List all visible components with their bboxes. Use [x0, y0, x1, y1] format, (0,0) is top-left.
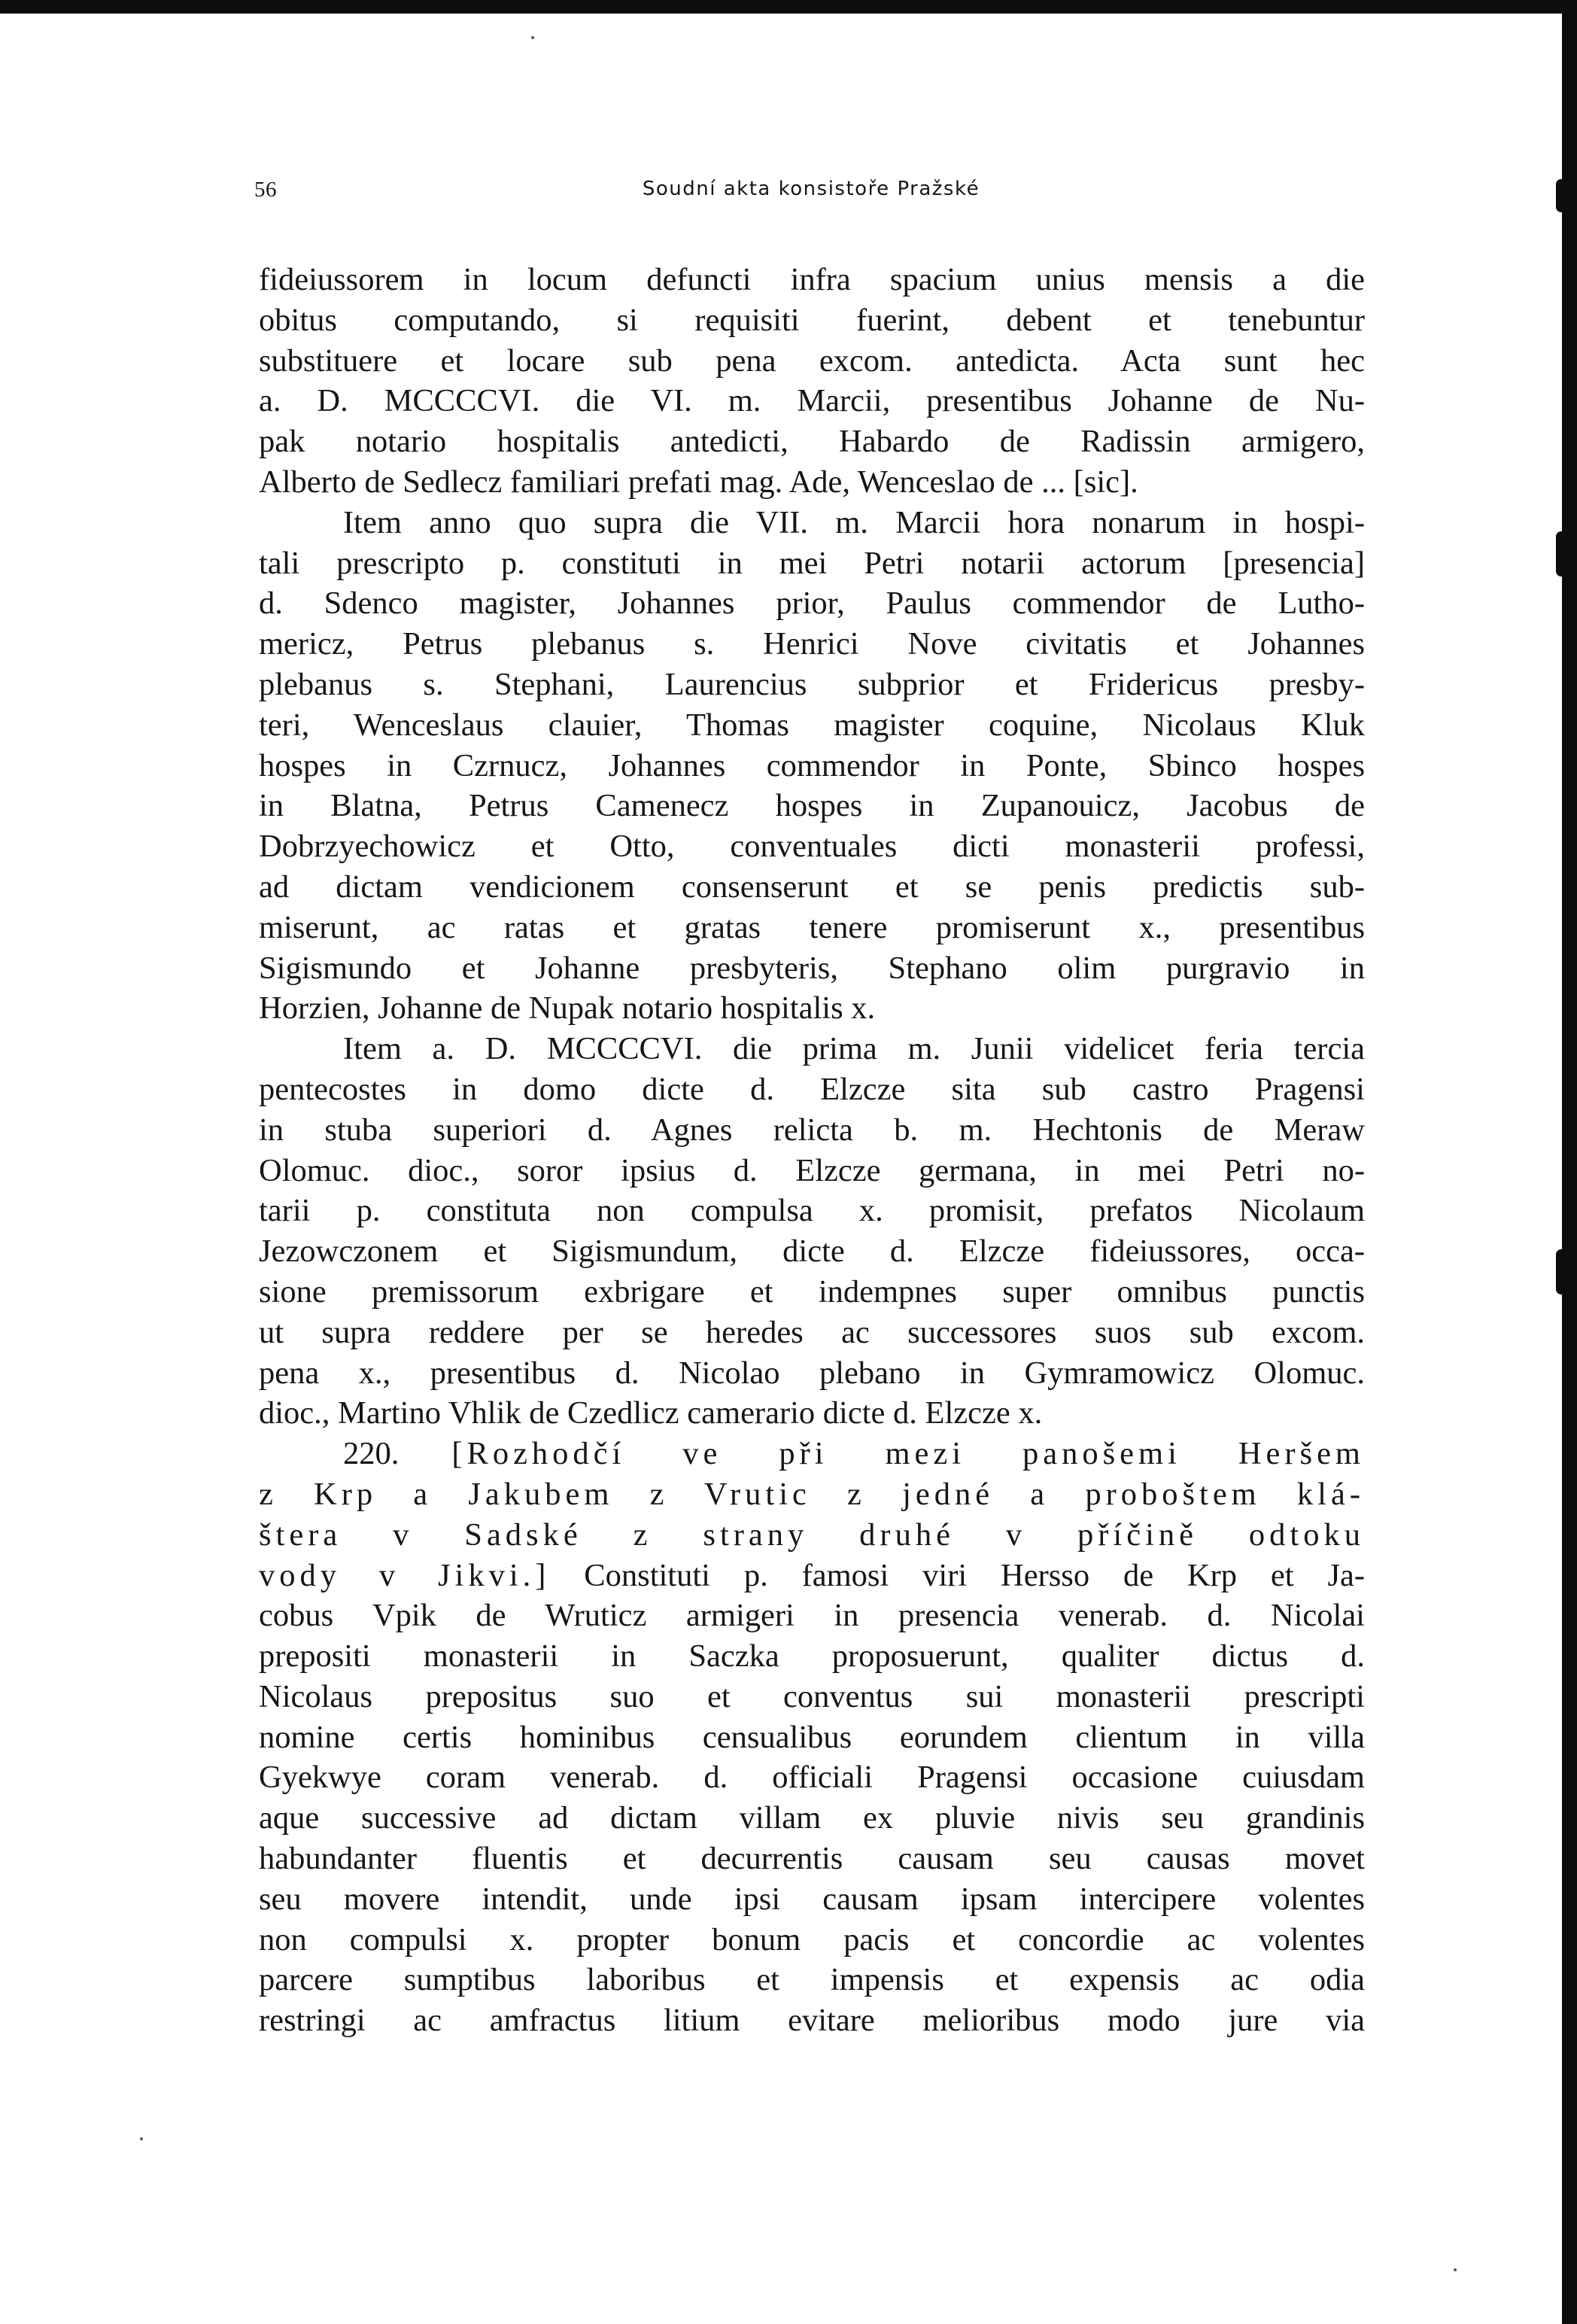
text-line: pena x., presentibus d. Nicolao plebano in Gymramowicz Olomuc. [259, 1355, 1365, 1391]
text-line: tali prescripto p. constituti in mei Petri notarii actorum [presencia] [259, 545, 1365, 581]
text-line: pentecostes in domo dicte d. Elzcze sita sub castro Pragensi [259, 1071, 1365, 1107]
text-line: tarii p. constituta non compulsa x. promisit, prefatos Nicolaum [259, 1193, 1365, 1229]
page-number: 56 [254, 178, 277, 202]
text-line: parcere sumptibus laboribus et impensis et expensis ac odia [259, 1962, 1365, 1998]
text-line: in stuba superiori d. Agnes relicta b. m. Hechtonis de Meraw [259, 1112, 1365, 1148]
text-line: Alberto de Sedlecz familiari prefati mag. Ade, Wenceslao de ... [sic]. [259, 464, 1138, 500]
text-line: Sigismundo et Johanne presbyteris, Stephano olim purgravio in [259, 950, 1365, 986]
text-line: Nicolaus prepositus suo et conventus sui monasterii prescripti [259, 1678, 1365, 1714]
text-line: miserunt, ac ratas et gratas tenere promiserunt x., presentibus [259, 909, 1365, 945]
section-heading-text: [Rozhodčí ve při mezi panošemi Heršem [451, 1436, 1365, 1472]
body-text [259, 260, 1365, 2041]
running-title: Soudní akta konsistoře Pražské [642, 178, 980, 200]
text-line: nomine certis hominibus censualibus eorundem clientum in villa [259, 1719, 1365, 1755]
text-line: fideiussorem in locum defuncti infra spacium unius mensis a die [259, 262, 1365, 297]
text-line: seu movere intendit, unde ipsi causam ipsam intercipere volentes [259, 1881, 1365, 1917]
section-heading-line [259, 1556, 1365, 1596]
text-line: obitus computando, si requisiti fuerint, debent et tenebuntur [259, 302, 1365, 338]
text-fragment: Constituti p. famosi viri Hersso de Krp et Ja- [550, 1557, 1366, 1593]
paragraph-first-line: Item a. D. MCCCCVI. die prima m. Junii videlicet feria tercia [343, 1031, 1365, 1067]
text-line: Dobrzyechowicz et Otto, conventuales dicti monasterii professi, [259, 829, 1365, 865]
text-line: ut supra reddere per se heredes ac successores suos sub excom. [259, 1314, 1365, 1350]
text-line: a. D. MCCCCVI. die VI. m. Marcii, presentibus Johanne de Nu- [259, 383, 1365, 419]
text-line: Olomuc. dioc., soror ipsius d. Elzcze germana, in mei Petri no- [259, 1152, 1365, 1188]
text-line: aque successive ad dictam villam ex pluvie nivis seu grandinis [259, 1800, 1365, 1836]
text-line: Jezowczonem et Sigismundum, dicte d. Elzcze fideiussores, occa- [259, 1233, 1365, 1270]
text-line: mericz, Petrus plebanus s. Henrici Nove civitatis et Johannes [259, 626, 1365, 662]
text-line: non compulsi x. propter bonum pacis et concordie ac volentes [259, 1921, 1365, 1957]
text-line: cobus Vpik de Wruticz armigeri in presencia venerab. d. Nicolai [259, 1598, 1365, 1634]
scan-edge-mark [1556, 179, 1566, 212]
text-line: d. Sdenco magister, Johannes prior, Paulus commendor de Lutho- [259, 586, 1365, 622]
text-line: Horzien, Johanne de Nupak notario hospitalis x. [259, 990, 876, 1027]
text-line: in Blatna, Petrus Camenecz hospes in Zupanouicz, Jacobus de [259, 788, 1365, 824]
section-heading-line: štera v Sadské z strany druhé v příčině odtoku [259, 1516, 1365, 1553]
scan-edge-mark [1556, 1249, 1566, 1294]
text-line: plebanus s. Stephani, Laurencius subprior et Fridericus presby- [259, 666, 1365, 702]
text-line: hospes in Czrnucz, Johannes commendor in Ponte, Sbinco hospes [259, 747, 1365, 783]
paragraph-first-line: Item anno quo supra die VII. m. Marcii hora nonarum in hospi- [343, 504, 1365, 540]
scan-dust-speck [1454, 2268, 1457, 2271]
text-line: dioc., Martino Vhlik de Czedlicz camerario dicte d. Elzcze x. [259, 1395, 1043, 1431]
scan-border-right [1562, 0, 1577, 2324]
scan-border-top [0, 0, 1577, 14]
section-heading-text: vody v Jikvi.] [259, 1557, 551, 1593]
running-head [254, 178, 1368, 208]
text-line: ad dictam vendicionem consenserunt et se penis predictis sub- [259, 868, 1365, 905]
section-heading-line [259, 1434, 1365, 1474]
section-heading-line: z Krp a Jakubem z Vrutic z jedné a proboštem klá- [259, 1476, 1365, 1512]
text-line: Gyekwye coram venerab. d. officiali Pragensi occasione cuiusdam [259, 1760, 1365, 1796]
text-line: substituere et locare sub pena excom. antedicta. Acta sunt hec [259, 342, 1365, 379]
text-line: habundanter fluentis et decurrentis causam seu causas movet [259, 1841, 1365, 1877]
text-line: pak notario hospitalis antedicti, Habardo de Radissin armigero, [259, 424, 1365, 460]
text-line: teri, Wenceslaus clauier, Thomas magister coquine, Nicolaus Kluk [259, 707, 1365, 743]
text-line: restringi ac amfractus litium evitare melioribus modo jure via [259, 2003, 1365, 2039]
text-line: sione premissorum exbrigare et indempnes super omnibus punctis [259, 1273, 1365, 1310]
scan-dust-speck [531, 36, 534, 39]
scan-dust-speck [140, 2137, 143, 2140]
section-number: 220. [343, 1436, 400, 1472]
scan-edge-mark [1556, 531, 1566, 576]
text-line: prepositi monasterii in Saczka proposuerunt, qualiter dictus d. [259, 1638, 1365, 1675]
